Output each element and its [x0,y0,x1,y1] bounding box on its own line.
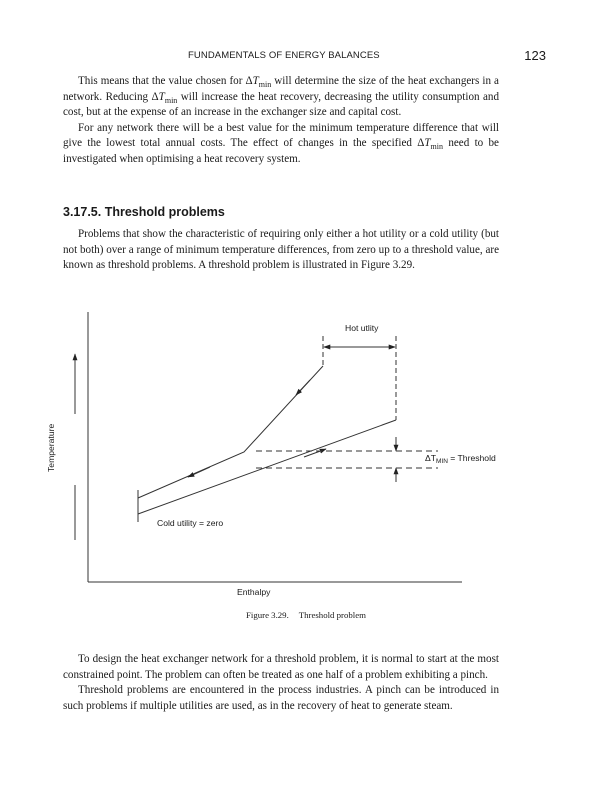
closing-text [63,652,499,714]
figure-caption [0,610,612,620]
hot-utility-label: Hot utlity [345,323,379,333]
cold-composite-curve [138,420,396,514]
section-text [63,227,499,274]
running-title: FUNDAMENTALS OF ENERGY BALANCES [188,50,380,61]
y-axis-label: Temperature [46,423,56,472]
hot-composite-curve [138,366,323,498]
threshold-figure [46,300,510,605]
cold-utility-label: Cold utility = zero [157,518,224,528]
closing-paragraph-1: To design the heat exchanger network for a threshold problem, it is normal to start at the most constrained point. The problem can often be treated as one half of a problem exhibiting a pinch. [63,653,499,681]
intro-text [63,74,499,168]
intro-paragraph-2: For any network there will be a best value for the minimum temperature difference that will give the lowest total annual costs. The effect of changes in the specified $\Delta T_{min}$ need to be investigated when optimising a heat recovery system. [63,121,499,165]
x-axis-label: Enthalpy [237,587,271,597]
caption-number: Figure 3.29. [246,610,289,620]
page-number: 123 [524,48,546,63]
section-heading: 3.17.5. Threshold problems [63,205,225,219]
section-paragraph: Problems that show the characteristic of requiring only either a hot utility or a cold utility (but not both) over a range of minimum temperature differences, from zero up to a threshold value, are known as threshold problems. A threshold problem is illustrated in Figure 3.29. [63,228,499,272]
closing-paragraph-2: Threshold problems are encountered in the process industries. A pinch can be introduced in such problems if multiple utilities are used, as in the recovery of heat to generate steam. [63,684,499,712]
intro-paragraph-1: This means that the value chosen for $\Delta T_{min}$ will determine the size of the heat exchangers in a network. Reducing $\Delta T_{min}$ will increase the heat recovery, decreasing the utility consumption and cost, but at the expense of an increase in the exchanger size and capital cost. [63,75,499,119]
cold-curve-arrow [304,449,326,457]
hot-curve-arrow-lower [188,467,210,477]
caption-title: Threshold problem [298,610,366,620]
page-header [64,49,548,65]
hot-curve-arrow-upper [296,380,310,395]
dt-min-label: $\Delta T_{MIN}$ = Threshold [425,453,496,465]
